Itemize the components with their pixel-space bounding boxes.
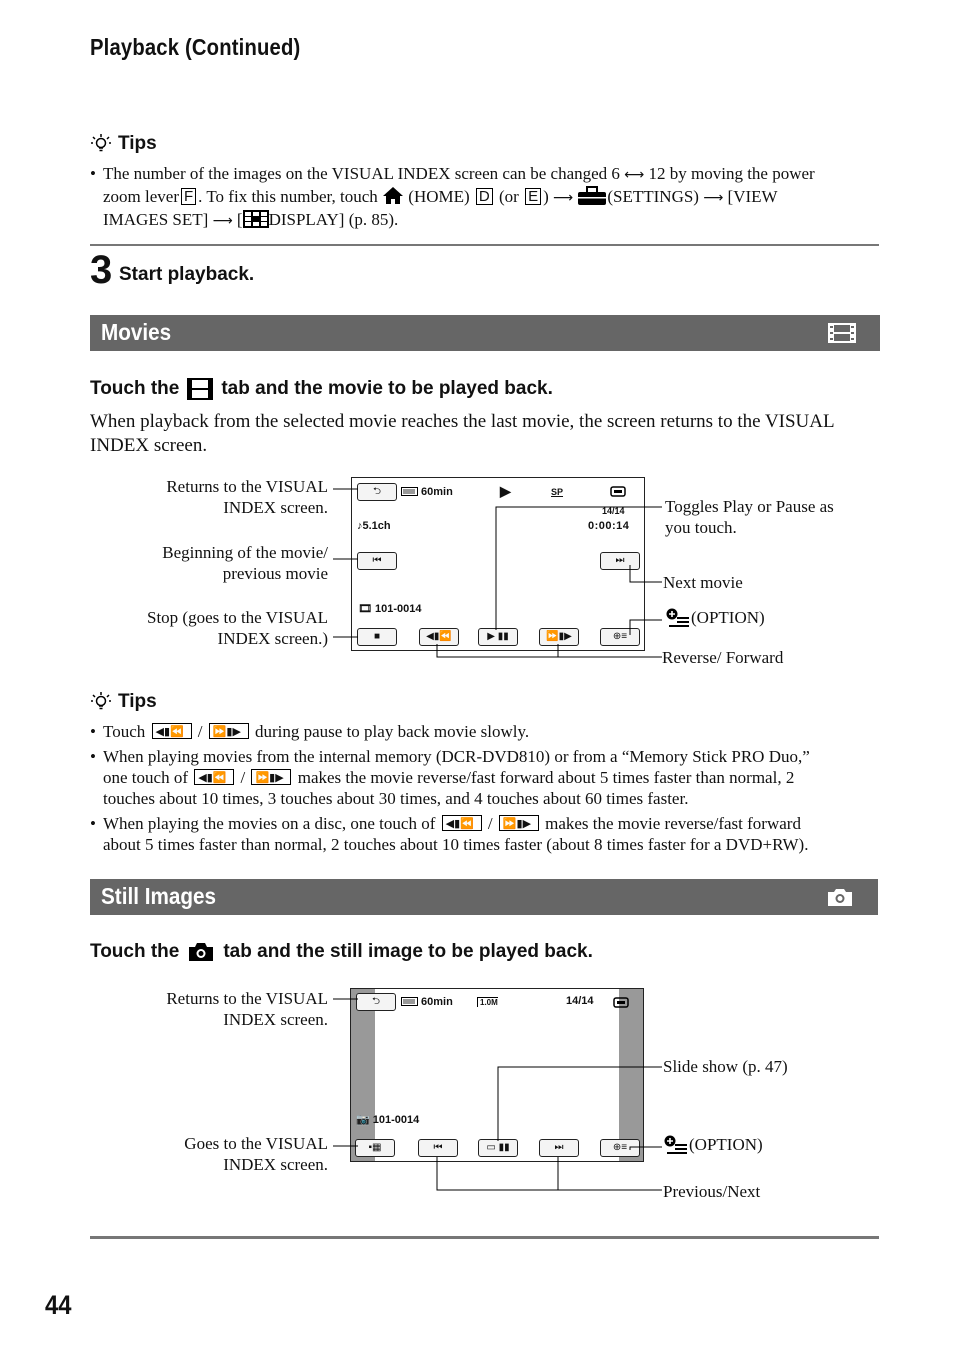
callout-return: Returns to the VISUAL INDEX screen.: [166, 477, 328, 517]
callout-visual-index: Goes to the VISUAL INDEX screen.: [184, 1134, 328, 1174]
footer-rule: [90, 1236, 879, 1239]
label-e: E: [525, 188, 541, 205]
forward-slow-icon: ⏩▮▶: [209, 723, 249, 739]
slide-show-button[interactable]: ▭ ▮▮: [478, 1139, 518, 1157]
stop-button[interactable]: ■: [357, 628, 397, 646]
label-f: F: [181, 188, 196, 205]
previous-image-button[interactable]: ⏮: [418, 1139, 458, 1157]
battery-remaining: 60min: [421, 486, 453, 498]
tip-item: • When playing the movies on a disc, one touch of ◀▮⏪ / ⏩▮▶ makes the movie reverse/fast forward about 5 times faster than normal, 2 touches about 10 times faster (about 8 times faster for a DVD+RW).: [90, 814, 809, 854]
recording-mode: SP: [551, 487, 564, 497]
reverse-slow-icon: ◀▮⏪: [152, 723, 192, 739]
visual-index-button[interactable]: ▪▦: [355, 1139, 395, 1157]
reverse-icon: ◀▮⏪: [442, 815, 482, 831]
label-d: D: [476, 188, 493, 205]
reverse-icon: ◀▮⏪: [194, 769, 234, 785]
step-number: 3: [90, 248, 113, 292]
callout-stop: Stop (goes to the VISUAL INDEX screen.): [146, 608, 328, 648]
forward-icon: ⏩▮▶: [251, 769, 291, 785]
next-image-button[interactable]: ⏭: [539, 1139, 579, 1157]
play-indicator-icon: ▶: [500, 483, 511, 499]
callout-slide-show: Slide show (p. 47): [663, 1057, 788, 1076]
movies-subheading: Touch the tab and the movie to be played back.: [90, 378, 553, 399]
tip-item: • When playing movies from the internal memory (DCR-DVD810) or from a “Memory Stick PRO Duo,” one touch of ◀▮⏪ / ⏩▮▶ makes the movie reverse/fast forward about 5 times faster than normal, 2 touches about 10 times, 3 touches about 30 times, and 4 touches about 60 times faster.: [90, 747, 810, 808]
callout-reverse-forward: Reverse/ Forward: [662, 648, 784, 667]
page-number: 44: [45, 1290, 72, 1320]
audio-format: ♪5.1ch: [357, 520, 391, 532]
tips-heading: Tips: [90, 691, 157, 713]
still-subheading: Touch the tab and the still image to be played back.: [90, 941, 593, 962]
counter: 14/14: [602, 506, 625, 516]
callout-option: (OPTION): [665, 607, 765, 628]
play-pause-button[interactable]: ▶ ▮▮: [478, 628, 518, 646]
tips-heading-text: Tips: [118, 133, 157, 154]
time-counter: 0:00:14: [588, 520, 630, 532]
image-counter: 14/14: [566, 995, 594, 1007]
file-number: 🎞 101-0014: [358, 603, 422, 615]
tip-item: • The number of the images on the VISUAL INDEX screen can be changed 6 ⟷ 12 by moving the power zoom lever F . To fix this number, touch (HOME) D (or E ) ⟶ (SETTINGS) ⟶ [VIEW IMAGES SET] ⟶ [ DISPLAY] (p. 85).: [90, 164, 815, 229]
callout-toggle-play: Toggles Play or Pause as you touch.: [665, 497, 834, 537]
section-title: Movies: [101, 319, 172, 345]
battery-remaining: 60min: [421, 996, 453, 1008]
movies-description: When playback from the selected movie reaches the last movie, the screen returns to the VISUAL INDEX screen.: [90, 411, 834, 456]
callout-previous-next: Previous/Next: [663, 1182, 761, 1201]
arrow-right-icon: ⟶: [553, 190, 574, 206]
next-movie-button[interactable]: ⏭: [600, 552, 640, 570]
file-number: 📷 101-0014: [356, 1114, 420, 1126]
callout-option: (OPTION): [663, 1134, 763, 1155]
callout-return: Returns to the VISUAL INDEX screen.: [166, 989, 328, 1029]
forward-icon: ⏩▮▶: [499, 815, 539, 831]
step-label: Start playback.: [119, 264, 255, 285]
previous-movie-button[interactable]: ⏮: [357, 552, 397, 570]
forward-button[interactable]: ⏩▮▶: [539, 628, 579, 646]
page-header: Playback (Continued): [90, 34, 301, 60]
option-button[interactable]: ⊕≡: [600, 1139, 640, 1157]
reverse-button[interactable]: ◀▮⏪: [419, 628, 459, 646]
option-button[interactable]: ⊕≡: [600, 628, 640, 646]
return-button[interactable]: ⮌: [357, 483, 397, 501]
callout-beginning: Beginning of the movie/ previous movie: [162, 543, 328, 583]
double-arrow-icon: ⟷: [624, 167, 645, 183]
return-button[interactable]: ⮌: [356, 993, 396, 1011]
section-title: Still Images: [101, 883, 217, 909]
image-size: 1.0M: [477, 997, 498, 1007]
tip-item: • Touch ◀▮⏪ / ⏩▮▶ during pause to play back movie slowly.: [90, 722, 530, 741]
callout-next-movie: Next movie: [663, 573, 743, 592]
